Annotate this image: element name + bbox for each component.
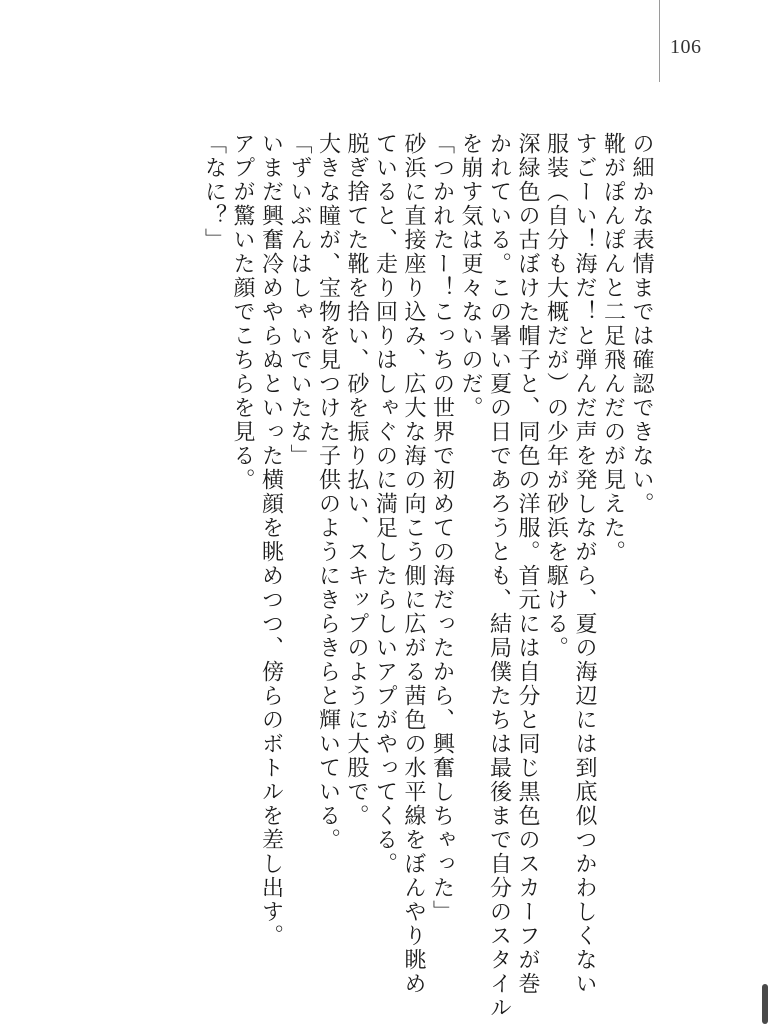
- text-line: いまだ興奮冷めやらぬといった横顔を眺めつつ、傍らのボトルを差し出す。: [258, 132, 284, 948]
- text-line: の細かな表情までは確認できない。: [629, 132, 654, 516]
- text-line: 脱ぎ捨てた靴を拾い、砂を振り払い、スキップのように大股で。: [344, 132, 369, 828]
- text-line: 「なに？」: [201, 132, 227, 252]
- text-line: 「つかれたー！こっちの世界で初めての海だったから、興奮しちゃった」: [429, 132, 455, 924]
- text-line: 大きな瞳が、宝物を見つけた子供のようにきらきらと輝いている。: [315, 132, 341, 852]
- text-line: すごーい！海だ！と弾んだ声を発しながら、夏の海辺には到底似つかわしくない: [572, 132, 597, 996]
- text-line: ていると、走り回りはしゃぐのに満足したらしいアプがやってくる。: [372, 132, 398, 876]
- text-line: 服装（自分も大概だが）の少年が砂浜を駆ける。: [543, 132, 569, 660]
- header-divider: [659, 0, 660, 82]
- scrollbar-thumb[interactable]: [762, 984, 768, 1024]
- text-line: 砂浜に直接座り込み、広大な海の向こう側に広がる茜色の水平線をぼんやり眺め: [401, 132, 426, 996]
- text-line: かれている。この暑い夏の日であろうとも、結局僕たちは最後まで自分のスタイル: [486, 132, 512, 1020]
- text-line: を崩す気は更々ないのだ。: [458, 132, 483, 420]
- vertical-text-body: [199, 132, 655, 1020]
- page-number: 106: [670, 36, 702, 58]
- text-line: 「ずいぶんはしゃいでいたな」: [287, 132, 312, 468]
- text-line: アプが驚いた顔でこちらを見る。: [230, 132, 255, 492]
- text-line: 靴がぽんぽんと二足飛んだのが見えた。: [600, 132, 626, 564]
- text-line: 深緑色の古ぼけた帽子と、同色の洋服。首元には自分と同じ黒色のスカーフが巻: [515, 132, 540, 996]
- scrollbar[interactable]: [762, 0, 768, 1024]
